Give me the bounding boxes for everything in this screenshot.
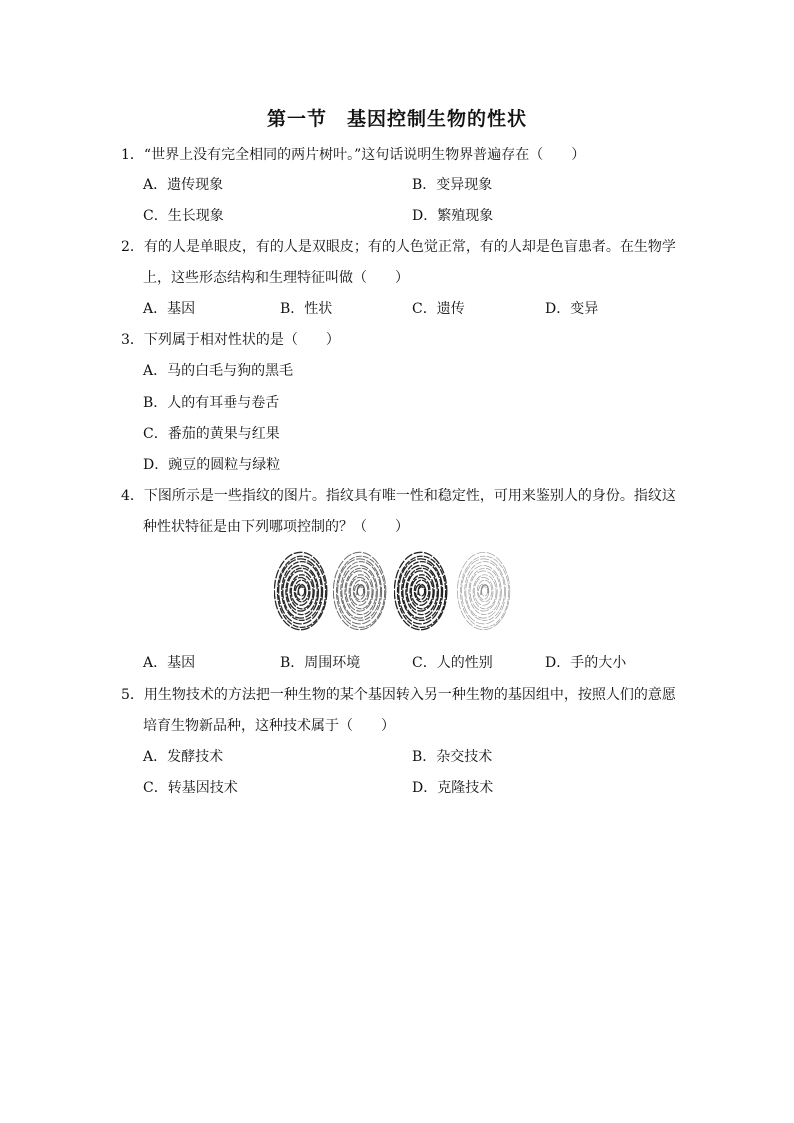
question-1-option-d: D．繁殖现象 <box>412 208 494 224</box>
question-1-stem: 1．“世界上没有完全相同的两片树叶。”这句话说明生物界普遍存在（ ） <box>121 147 586 163</box>
fingerprint-image-2 <box>333 551 387 633</box>
question-2-option-d: D．变异 <box>545 301 599 317</box>
page-title: 第一节 基因控制生物的性状 <box>266 108 527 130</box>
question-1-option-c: C．生长现象 <box>143 208 224 224</box>
question-2-option-a: A．基因 <box>143 301 196 317</box>
question-5-option-a: A．发酵技术 <box>143 749 224 765</box>
question-2-option-c: C．遗传 <box>412 301 465 317</box>
question-3-option-c: C．番茄的黄果与红果 <box>143 426 280 442</box>
question-1-option-a: A．遗传现象 <box>143 177 224 193</box>
fingerprint-image-4 <box>457 551 511 633</box>
fingerprint-image-1 <box>274 551 328 633</box>
question-3-option-a: A．马的白毛与狗的黑毛 <box>143 363 294 379</box>
question-4-option-b: B．周围环境 <box>280 655 361 671</box>
question-3-stem: 3．下列属于相对性状的是（ ） <box>121 332 340 348</box>
fingerprint-image-3 <box>394 551 448 633</box>
question-4-option-c: C．人的性别 <box>412 655 493 671</box>
question-2-stem-cont: 上，这些形态结构和生理特征叫做（ ） <box>143 270 409 286</box>
question-4-option-a: A．基因 <box>143 655 196 671</box>
question-2-stem: 2．有的人是单眼皮，有的人是双眼皮；有的人色觉正常，有的人却是色盲患者。在生物学 <box>121 239 676 255</box>
question-5-option-d: D．克隆技术 <box>412 780 494 796</box>
fingerprint-figure <box>274 551 514 633</box>
question-5-option-c: C．转基因技术 <box>143 780 238 796</box>
question-1-option-b: B．变异现象 <box>412 177 493 193</box>
question-5-stem-cont: 培育生物新品种，这种技术属于（ ） <box>143 718 395 734</box>
question-4-option-d: D．手的大小 <box>545 655 627 671</box>
question-3-option-b: B．人的有耳垂与卷舌 <box>143 395 280 411</box>
question-5-option-b: B．杂交技术 <box>412 749 493 765</box>
question-4-stem: 4．下图所示是一些指纹的图片。指纹具有唯一性和稳定性，可用来鉴别人的身份。指纹这 <box>121 488 676 504</box>
question-4-stem-cont: 种性状特征是由下列哪项控制的？（ ） <box>143 519 409 535</box>
question-2-option-b: B．性状 <box>280 301 333 317</box>
question-3-option-d: D．豌豆的圆粒与绿粒 <box>143 457 281 473</box>
question-5-stem: 5．用生物技术的方法把一种生物的某个基因转入另一种生物的基因组中，按照人们的意愿 <box>121 687 676 703</box>
